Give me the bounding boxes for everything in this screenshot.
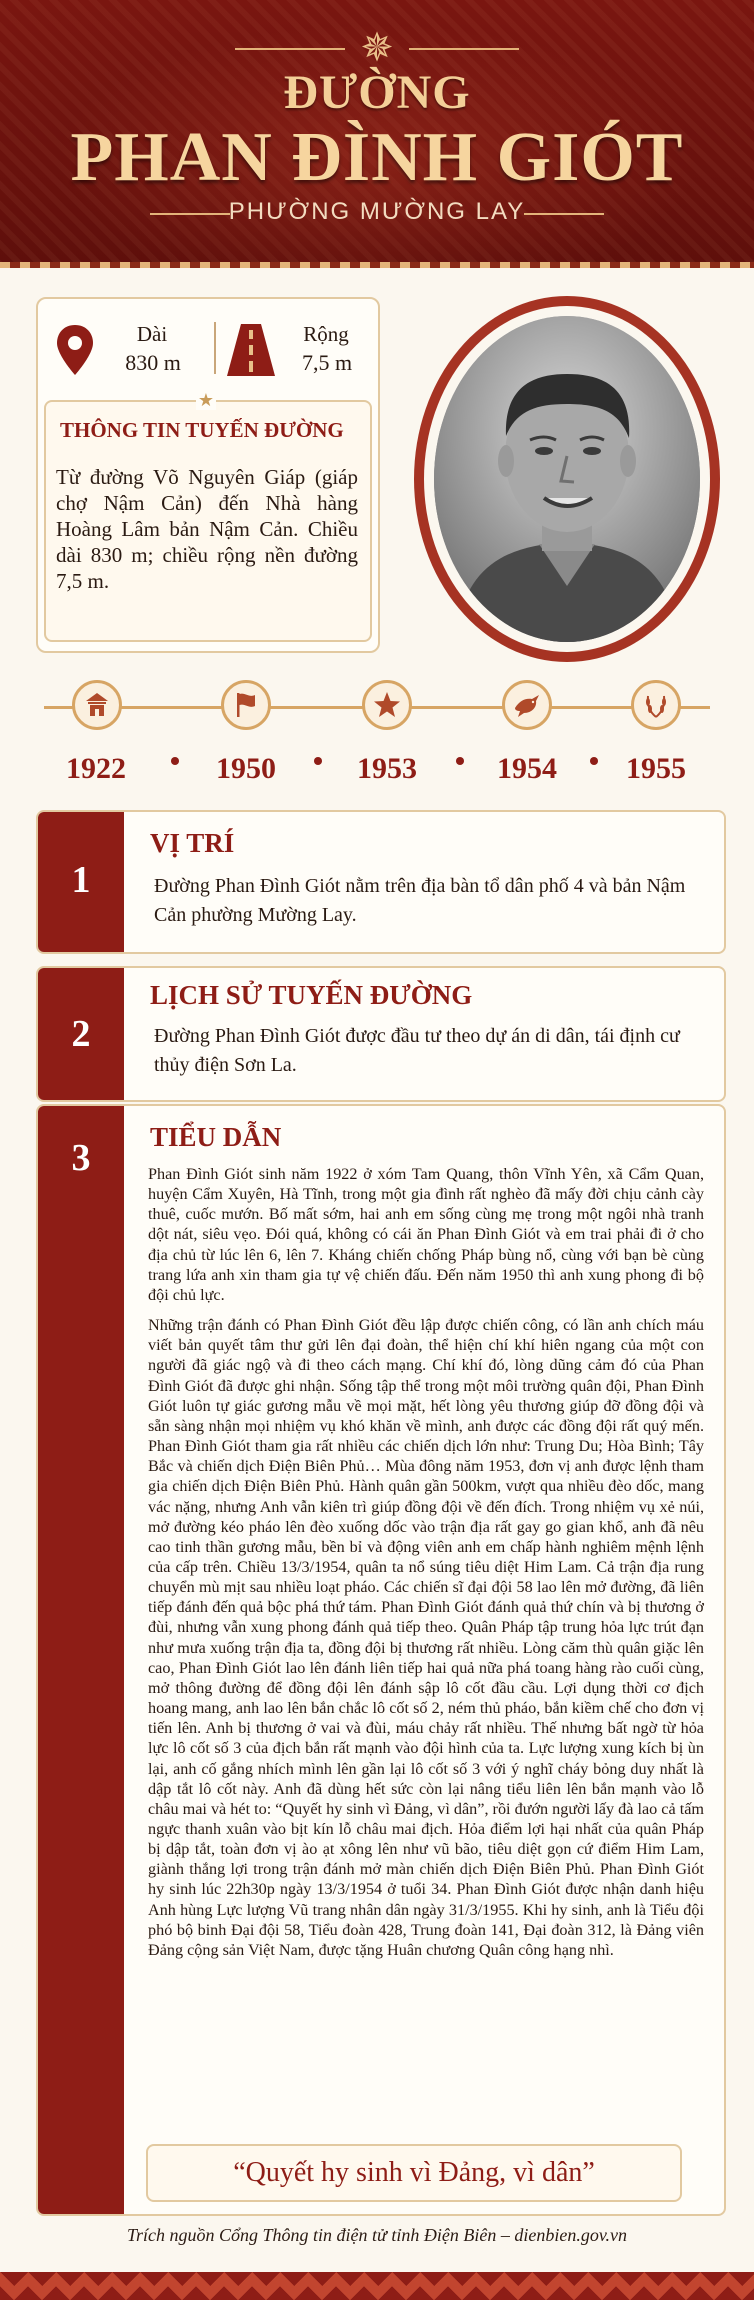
route-info-text: Từ đường Võ Nguyên Giáp (giáp chợ Nậm Cản) đến Nhà hàng Hoàng Lâm bản Nậm Cản. Chiều dài 830 m; chiều rộng nền đường 7,5 m. (56, 465, 358, 593)
section-number: 1 (71, 859, 91, 901)
header-border (0, 262, 754, 268)
quote-box: “Quyết hy sinh vì Đảng, vì dân” (146, 2144, 682, 2202)
section-title: LỊCH SỬ TUYẾN ĐƯỜNG (150, 980, 473, 1010)
section-number: 2 (71, 1013, 91, 1055)
timeline-dot (456, 757, 464, 765)
section-number: 3 (71, 1137, 91, 1179)
timeline-year: 1950 (216, 752, 276, 785)
page-title: PHAN ĐÌNH GIÓT (70, 119, 684, 196)
portrait-photo (434, 316, 700, 642)
timeline-year: 1922 (66, 752, 126, 785)
timeline-year: 1954 (497, 752, 557, 785)
biography-text (148, 1164, 704, 1970)
footer-border (0, 2272, 754, 2300)
header-banner (0, 0, 754, 268)
ornament-star-icon: ✵ (360, 25, 394, 70)
section-biography (36, 1104, 726, 2216)
ornament-star-icon: ★ (197, 390, 215, 410)
section-text: Đường Phan Đình Giót nằm trên địa bàn tổ dân phố 4 và bản Nậm Cản phường Mường Lay. (154, 875, 686, 926)
header-ornament-line (409, 48, 519, 50)
source-credit: Trích nguồn Cổng Thông tin điện tử tỉnh Điện Biên – dienbien.gov.vn (127, 2225, 627, 2245)
biography-paragraph: Phan Đình Giót sinh năm 1922 ở xóm Tam Quang, thôn Vĩnh Yên, xã Cẩm Quan, huyện Cẩm Xuyên, Hà Tĩnh, trong một gia đình rất nghèo đã mấy đời chịu cảnh cày thuê, cuốc mướn. Bố mất sớm, hai anh em sống cùng mẹ trong một ngôi nhà tranh dột nát, siêu vẹo. Đói quá, không có cái ăn Phan Đình Giót và em trai phải đi ở cho địa chủ từ lúc lên 6, lên 7. Kháng chiến chống Pháp bùng nổ, cùng với bạn bè cùng trang lứa anh xin tham gia tự vệ chiến đấu. Đến năm 1950 thì anh xung phong đi bộ đội chủ lực. (148, 1165, 704, 1304)
header-ornament-line (235, 48, 345, 50)
timeline-year: 1955 (626, 752, 686, 785)
biography-paragraph: Những trận đánh có Phan Đình Giót đều lập được chiến công, có lần anh chích máu viết bản quyết tâm thư gửi lên đại đoàn, thể hiện chí khí hiên ngang của một con người đã giác ngộ và đi theo cách mạng. Chí khí đó, lòng dũng cảm đó của Phan Đình Giót đã được ghi nhận. Sống tập thể trong một môi trường quân đội, Phan Đình Giót luôn tự giác gương mẫu về mọi mặt, hết lòng yêu thương giúp đỡ đồng đội và sẵn sàng nhận mọi nhiệm vụ khó khăn về mình, anh được các đồng đội rất quý mến. Phan Đình Giót tham gia rất nhiều các chiến dịch lớn như: Trung Du; Hòa Bình; Tây Bắc và chiến dịch Điện Biên Phủ… Mùa đông năm 1953, đơn vị anh được lệnh tham gia chiến dịch Điện Biên Phủ. Hành quân gần 500km, vượt qua nhiều đèo dốc, mang vác nặng, nhưng Anh vẫn kiên trì giúp đồng đội về đến đích. Trong nhiệm vụ xẻ núi, mở đường kéo pháo lên đèo xuống dốc vào trận địa rất gay go gian khổ, anh đã nêu cao tinh thần gương mẫu, bền bỉ và động viên anh em chấp hành nghiêm mệnh lệnh của cấp trên. Chiều 13/3/1954, quân ta nổ súng tiêu diệt Him Lam. Cả trận địa rung chuyển mù mịt sau nhiều loạt pháo. Các chiến sĩ đại đội 58 lao lên mở đường, đã liên tiếp đánh đến quả bộc phá thứ tám. Phan Đình Giót đánh quả thứ chín và bị thương ở đùi, nhưng vẫn xung phong đánh quả tiếp theo. Quân Pháp tập trung hỏa lực trút đạn như mưa xuống trận địa ta, đồng đội bị thương rất nhiều. Lòng căm thù quân giặc lên cao, Phan Đình Giót lao lên đánh liên tiếp hai quả nữa phá toang hàng rào cuối cùng, mở thông đường để đồng đội lên đánh sập lô cốt đầu cầu. Lợi dụng thời cơ địch hoang mang, anh lao lên bắn chắc lô cốt số 2, ném thủ pháo, bắn kiềm chế cho đơn vị tiến lên. Anh bị thương ở vai và đùi, máu chảy rất nhiều. Thế nhưng bất ngờ từ hỏa lực lô cốt số 3 của địch bắn rất mạnh vào đội hình của ta. Lực lượng xung kích bị ùn lại, anh cố gắng nhích mình lên gần lại lô cốt số 3 với ý nghĩ cháy bỏng duy nhất là dập tắt lô cốt này. Anh đã dùng hết sức còn lại nâng tiểu liên lên bắn mạnh vào lỗ châu mai và hét to: “Quyết hy sinh vì Đảng, vì dân”, rồi đướn người lấy đà lao cả tấm ngực thanh xuân vào bịt kín lỗ châu mai địch. Hỏa điểm lợi hại nhất của quân Pháp bị dập tắt, toàn đơn vị ào ạt xông lên như vũ bão, tiêu diệt gọn cứ điểm Him Lam, giành thắng lợi trong trận đánh mở màn chiến dịch Điện Biên Phủ. Phan Đình Giót hy sinh lúc 22h30p ngày 13/3/1954 ở tuổi 34. Phan Đình Giót được nhận danh hiệu Anh hùng Lực lượng Vũ trang nhân dân ngày 31/3/1955. Khi hy sinh, anh là Tiểu đội phó bộ binh Đại đội 58, Tiểu đoàn 428, Trung đoàn 141, Đại đoàn 312, là Đảng viên Đảng cộng sản Việt Nam, được tặng Huân chương Quân công hạng nhì. (148, 1316, 704, 1959)
timeline-year: 1953 (357, 752, 417, 785)
timeline-dot (314, 757, 322, 765)
section-title: TIỂU DẪN (150, 1122, 282, 1152)
length-value: 830 m (125, 350, 181, 375)
section-text: Đường Phan Đình Giót được đầu tư theo dự án di dân, tái định cư thủy điện Sơn La. (154, 1025, 680, 1076)
pagoda-icon (72, 680, 122, 730)
dove-icon (502, 680, 552, 730)
timeline-dot (171, 757, 179, 765)
route-info-title: THÔNG TIN TUYẾN ĐƯỜNG (60, 418, 344, 442)
road-icon (225, 322, 277, 378)
title-prefix: ĐƯỜNG (283, 66, 471, 119)
section-history (36, 966, 726, 1102)
section-number-bar (38, 1106, 124, 2214)
laurel-icon (631, 680, 681, 730)
section-location (36, 810, 726, 954)
section-title: VỊ TRÍ (150, 828, 235, 858)
location-pin-icon (52, 322, 98, 378)
star-icon (362, 680, 412, 730)
stats-divider (214, 322, 216, 374)
page-subtitle: PHƯỜNG MƯỜNG LAY (228, 198, 526, 225)
timeline-dot (590, 757, 598, 765)
flag-icon (221, 680, 271, 730)
width-value: 7,5 m (301, 350, 353, 375)
width-label: Rộng (303, 322, 349, 346)
length-label: Dài (136, 322, 168, 346)
